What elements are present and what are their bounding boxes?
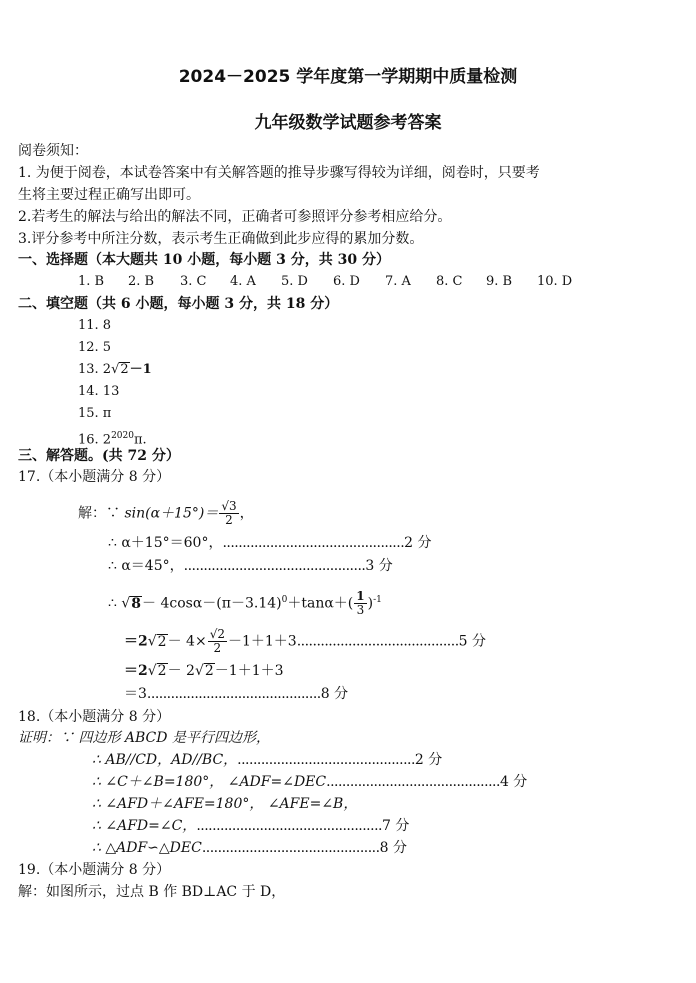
q17-expr: ＋tanα＋( (287, 595, 354, 612)
q19-line1: 解：如图所示，过点 B 作 BD⊥AC 于 D， (18, 884, 286, 900)
mc-answer: 3. C (180, 274, 207, 289)
frac-denominator: 2 (225, 513, 233, 527)
score-leader: .............................................. (222, 535, 405, 551)
exponent: -1 (373, 594, 382, 605)
a16-exponent: 2020 (111, 431, 134, 441)
mc-answer: 1. B (78, 274, 105, 289)
section2-heading: 二、填空题（共 6 小题，每小题 3 分，共 18 分） (18, 296, 339, 312)
doc-title: 2024－2025 学年度第一学期期中质量检测 (178, 67, 518, 87)
q17-result: ＝3 (124, 686, 147, 702)
score-leader: ......................................... (296, 633, 459, 650)
q17-step: ∴ α＋15°＝60°， (108, 535, 223, 551)
q17-expr: ＝2 (124, 663, 148, 679)
q17-frac-one-third (354, 590, 366, 617)
q17-line3 (108, 557, 393, 575)
q18-line5 (92, 817, 409, 835)
frac-denominator: 2 (213, 641, 222, 655)
therefore-sign: ∴ (108, 595, 117, 612)
a13-prefix: 13. 2 (78, 362, 112, 377)
score-leader: ............................................ (326, 774, 500, 790)
mc-answer: 7. A (385, 274, 411, 289)
q18-line3 (92, 773, 527, 791)
fill-answer-11: 11. 8 (78, 318, 112, 333)
mc-answer: 8. C (436, 274, 463, 289)
q17-line6: ＝2√2－ 2√2－1＋1＋3 (124, 663, 284, 679)
q17-line5: ＝2√2－ 4× $\frac{√2}{2}$ －1＋1＋3.........................................5 分 (124, 627, 487, 655)
q18-step: ∴ ∠AFD=∠C， (92, 818, 197, 834)
q18-line1: 证明：∵ 四边形 ABCD 是平行四边形， (18, 730, 270, 746)
q17-line7 (124, 685, 348, 703)
fill-answer-13: 13. 2√2－1 (78, 362, 152, 377)
mc-answer: 6. D (333, 274, 360, 289)
q17-expr: － 4cosα－(π－3.14) (142, 595, 282, 612)
note-1a: 1. 为便于阅卷，本试卷答案中有关解答题的推导步骤写得较为详细，阅卷时，只要考 (18, 165, 540, 181)
note-3: 3.评分参考中所注分数，表示考生正确做到此步应得的累加分数。 (18, 231, 424, 247)
radicand: 2 (157, 663, 167, 679)
q17-frac-sqrt3-over-2 (219, 500, 238, 527)
q18-step: ∴ ∠C＋∠B=180°， ∠ADF=∠DEC (92, 774, 327, 790)
a13-radicand: 2 (120, 362, 129, 377)
q17-line1 (78, 500, 254, 527)
section1-heading: 一、选择题（本大题共 10 小题，每小题 3 分，共 30 分） (18, 252, 390, 268)
q17-title: 17.（本小题满分 8 分） (18, 469, 171, 485)
q17-line2 (108, 534, 432, 552)
score-label: 2 分 (414, 752, 443, 768)
score-leader: ............................................... (196, 818, 382, 834)
mc-answer: 9. B (486, 274, 513, 289)
fill-answer-15: 15. π (78, 406, 112, 421)
mc-answer: 5. D (281, 274, 308, 289)
score-leader: ............................................. (237, 752, 415, 768)
q19-title: 19.（本小题满分 8 分） (18, 862, 171, 878)
score-label: 8 分 (379, 840, 407, 856)
section3-heading: 三、解答题。(共 72 分） (18, 448, 180, 464)
exponent: 0 (281, 594, 288, 605)
q18-line6 (92, 839, 407, 857)
notes-heading: 阅卷须知： (18, 143, 88, 159)
frac-numerator: √3 (221, 499, 237, 513)
q18-line2 (92, 751, 442, 769)
score-leader: ............................................ (146, 686, 321, 702)
a16-base: 16. 2 (78, 432, 112, 448)
note-2: 2.若考生的解法与给出的解法不同，正确者可参照评分参考相应给分。 (18, 209, 452, 225)
doc-subtitle: 九年级数学试题参考答案 (254, 113, 442, 133)
fill-answer-14: 14. 13 (78, 384, 120, 399)
q17-expr: ) (367, 595, 374, 612)
q17-step: ∴ α＝45°， (108, 558, 184, 574)
score-label: 3 分 (365, 558, 393, 574)
q18-step: ∴ △ADF∽△DEC (92, 840, 202, 856)
fill-answer-12: 12. 5 (78, 340, 112, 355)
score-leader: ............................................. (201, 840, 380, 856)
q17-expr: － 4× (167, 633, 207, 650)
score-label: 4 分 (499, 774, 528, 790)
frac-numerator: 1 (356, 589, 365, 603)
q18-title: 18.（本小题满分 8 分） (18, 709, 171, 725)
frac-denominator: 3 (356, 603, 365, 617)
score-label: 7 分 (381, 818, 410, 834)
q18-line4: ∴ ∠AFD＋∠AFE=180°， ∠AFE=∠B， (92, 796, 358, 812)
q17-given: sin(α＋15°)＝ (124, 505, 219, 522)
q17-line4: ∴ $√8- 4\cos\alpha-(\pi-3.14)^0+\tan\alpha+$( $\frac{1}{3}$ )$^{-1}$ (108, 589, 382, 617)
score-leader: .............................................. (183, 558, 366, 574)
mc-answer: 10. D (537, 274, 573, 289)
score-label: 8 分 (320, 686, 349, 702)
radicand: 2 (157, 633, 167, 650)
q17-frac-sqrt2-over-2 (208, 628, 227, 655)
score-label: 5 分 (458, 633, 487, 650)
mc-answer: 4. A (230, 274, 256, 289)
radicand: 8 (131, 595, 142, 612)
frac-numerator: √2 (209, 627, 225, 641)
q18-step: ∴ AB//CD，AD//BC， (92, 752, 238, 768)
a13-suffix: －1 (129, 362, 152, 377)
q17-expr: － 2 (167, 663, 195, 679)
q17-expr: ＝2 (124, 633, 148, 650)
a16-suffix: π. (133, 432, 147, 448)
q17-expr: －1＋1＋3 (214, 663, 284, 679)
score-label: 2 分 (404, 535, 432, 551)
q17-comma: ， (239, 505, 254, 522)
q17-expr: －1＋1＋3 (227, 633, 297, 650)
radicand: 2 (204, 663, 214, 679)
mc-answer: 2. B (128, 274, 155, 289)
note-1b: 生将主要过程正确写出即可。 (18, 187, 200, 203)
fill-answer-16 (78, 427, 147, 449)
q17-solution-label: 解：∵ (78, 505, 120, 522)
